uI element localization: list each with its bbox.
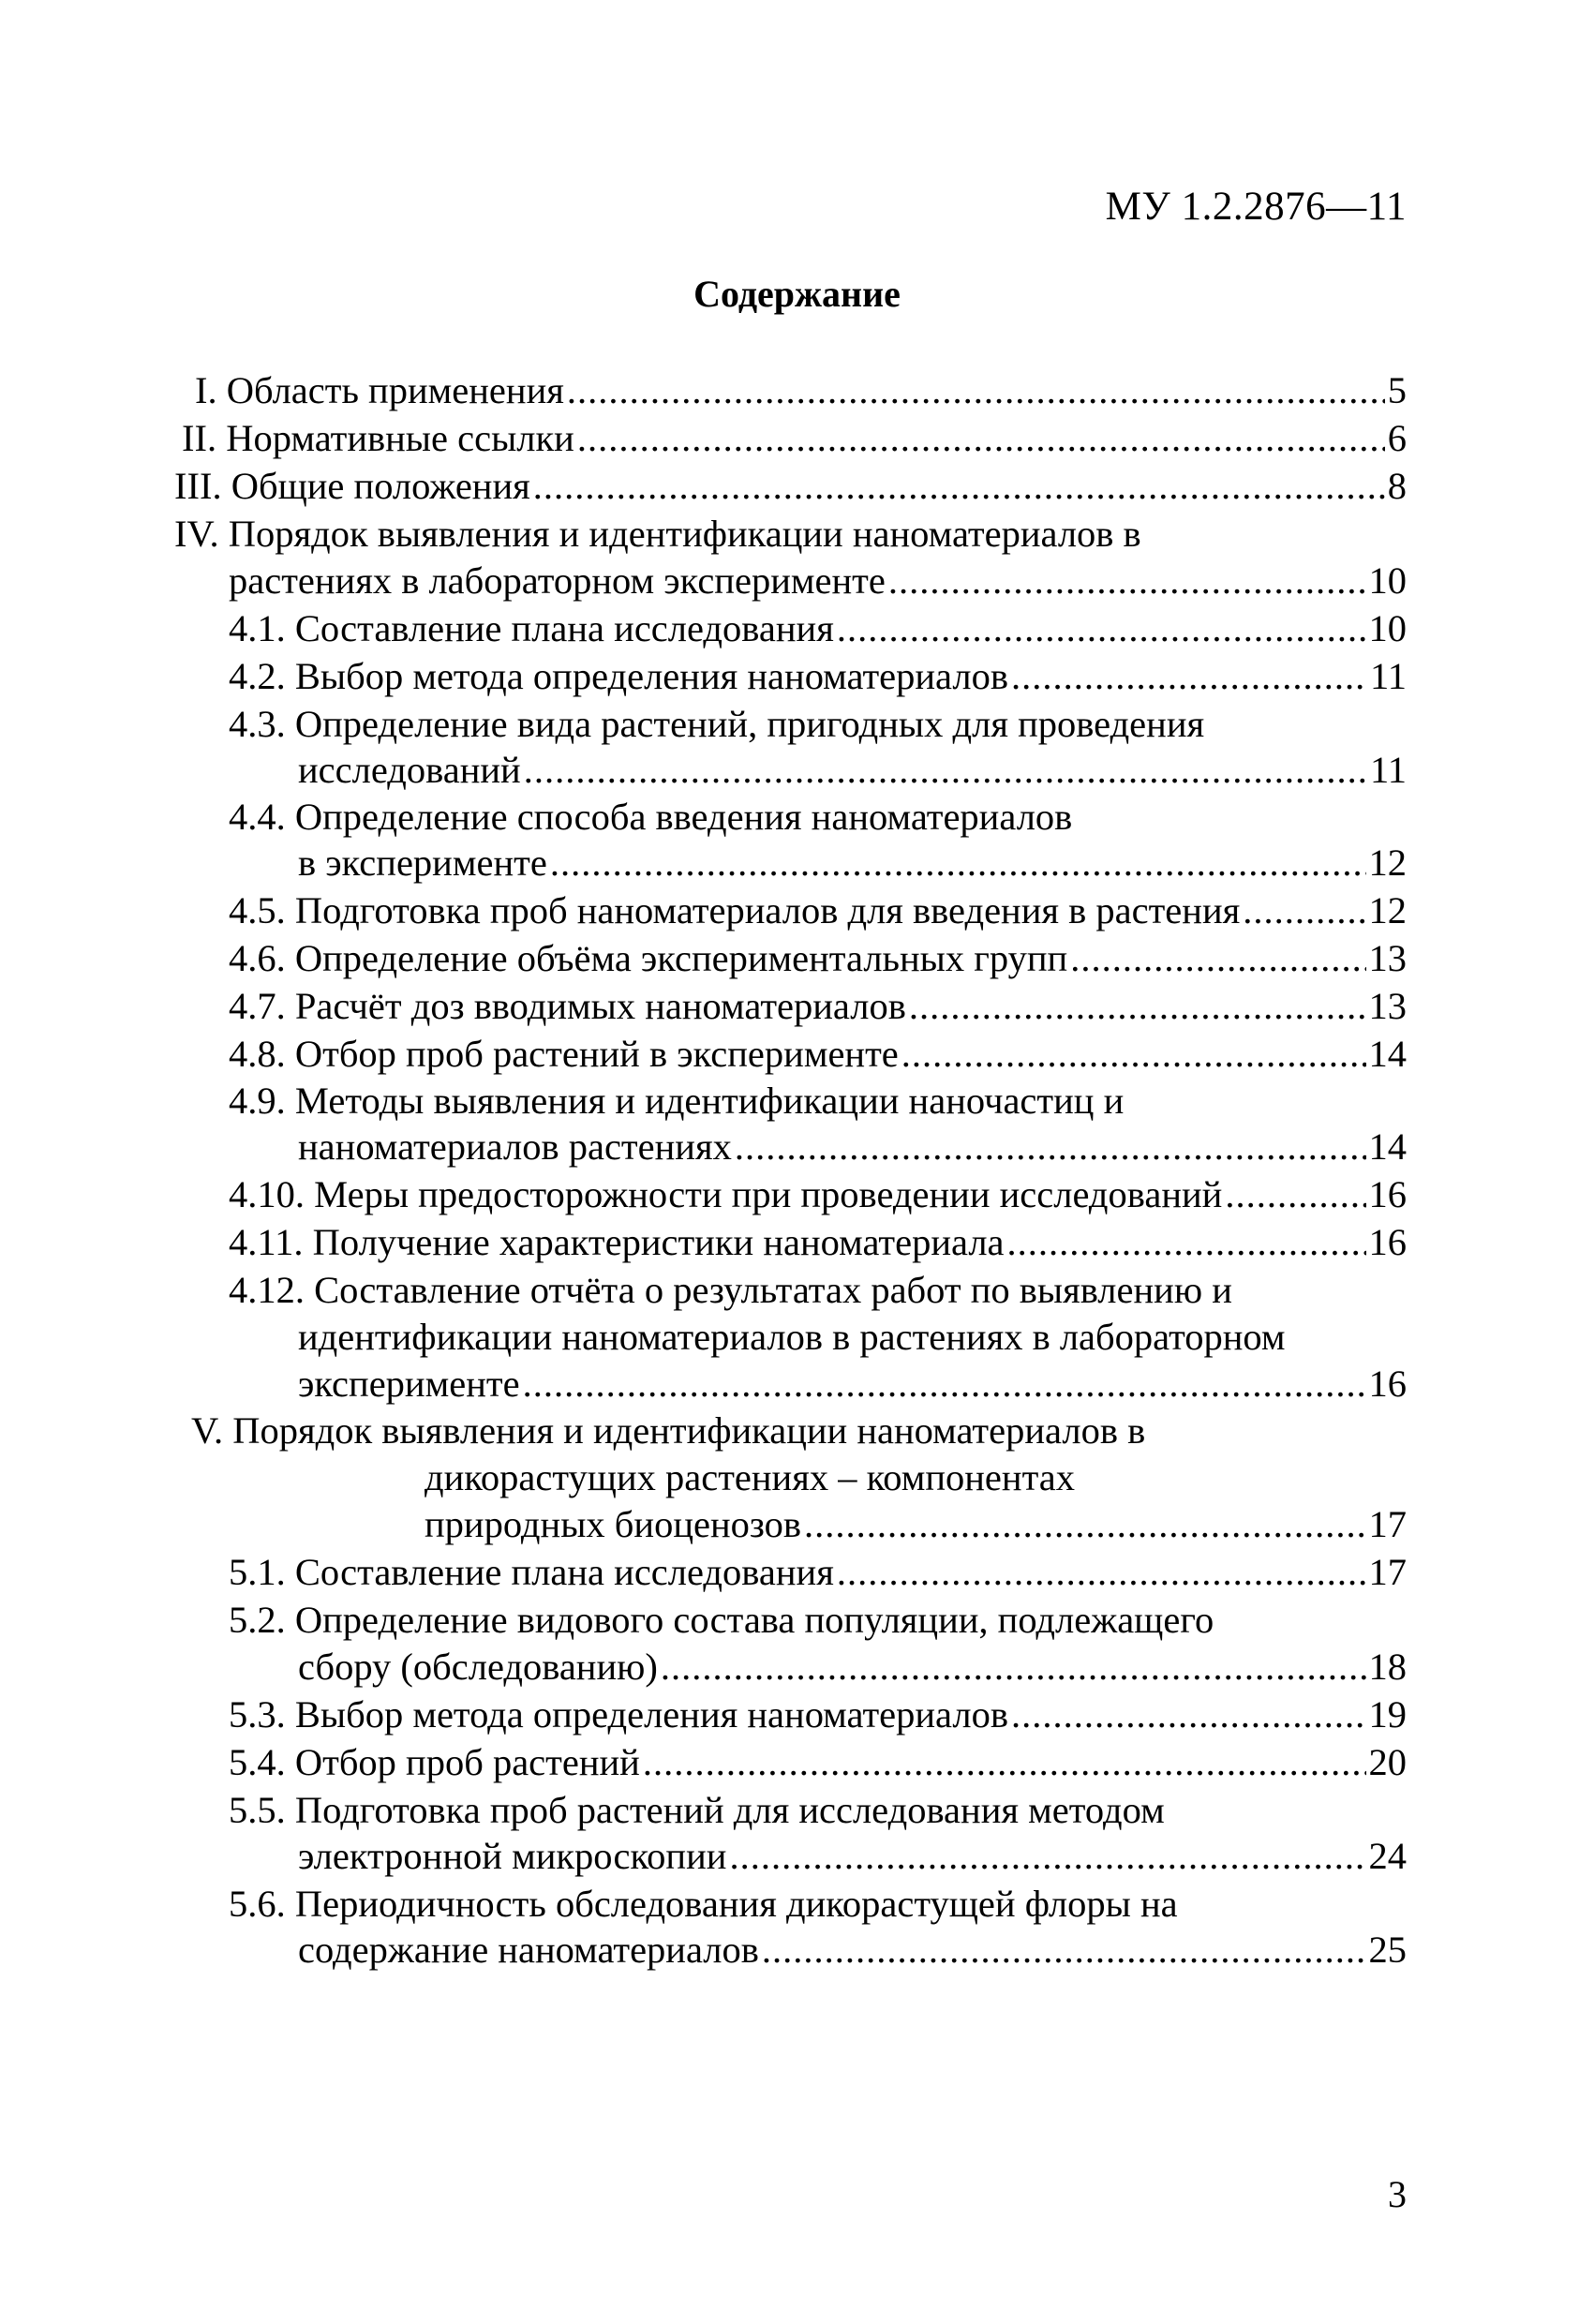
toc-entry-text: IV. Порядок выявления и идентификации наноматериалов в — [174, 513, 1141, 555]
toc-entry-page: 13 — [1368, 985, 1407, 1027]
toc-title: Содержание — [693, 273, 901, 315]
toc-entry-text: идентификации наноматериалов в растениях в лабораторном — [298, 1316, 1286, 1358]
dot-leader — [643, 1739, 1366, 1786]
toc-entry — [195, 367, 1407, 414]
toc-entry-text: 4.9. Методы выявления и идентификации наночастиц и — [229, 1080, 1125, 1122]
dot-leader — [909, 983, 1366, 1030]
toc-entry-page: 13 — [1368, 937, 1407, 979]
toc-entry-text: содержание наноматериалов — [298, 1929, 759, 1971]
toc-entry — [298, 1361, 1407, 1408]
toc-entry — [229, 983, 1407, 1030]
dot-leader — [735, 1124, 1366, 1170]
dot-leader — [1070, 935, 1365, 982]
dot-leader — [567, 367, 1385, 414]
toc-entry — [229, 1219, 1407, 1266]
dot-leader — [804, 1501, 1365, 1548]
toc-entry-page: 17 — [1368, 1503, 1407, 1545]
page-number: 3 — [1388, 2173, 1407, 2215]
toc-entry-page: 10 — [1368, 559, 1407, 602]
toc-entry — [229, 558, 1407, 604]
toc-entry-page: 24 — [1368, 1835, 1407, 1877]
toc-entry — [298, 840, 1407, 886]
toc-entry-text: 5.4. Отбор проб растений — [229, 1741, 640, 1783]
toc-entry-page: 16 — [1368, 1363, 1407, 1405]
toc-entry — [191, 1408, 1145, 1454]
toc-entry-text: природных биоценозов — [425, 1503, 802, 1545]
toc-entry-page: 16 — [1368, 1173, 1407, 1215]
toc-entry — [229, 1787, 1165, 1834]
toc-entry-text: наноматериалов растениях — [298, 1125, 732, 1168]
toc-entry — [229, 1031, 1407, 1078]
toc-entry — [229, 935, 1407, 982]
toc-entry-text: 4.12. Составление отчёта о результатах работ по выявлению и — [229, 1269, 1232, 1311]
dot-leader — [1243, 887, 1365, 934]
toc-entry — [229, 653, 1407, 700]
toc-entry — [229, 1171, 1407, 1218]
dot-leader — [524, 747, 1367, 794]
toc-entry-page: 5 — [1387, 369, 1407, 411]
toc-entry-page: 17 — [1368, 1551, 1407, 1593]
toc-entry-text: 4.5. Подготовка проб наноматериалов для введения в растения — [229, 889, 1241, 931]
toc-entry-page: 12 — [1368, 842, 1407, 884]
toc-entry — [229, 1597, 1214, 1644]
toc-entry-text: 4.6. Определение объёма экспериментальных групп — [229, 937, 1068, 979]
toc-entry — [229, 887, 1407, 934]
toc-entry — [229, 1549, 1407, 1596]
toc-entry — [229, 701, 1204, 748]
toc-entry-text: 4.11. Получение характеристики наноматериала — [229, 1221, 1005, 1263]
toc-entry-text: в эксперименте — [298, 842, 547, 884]
dot-leader — [550, 840, 1366, 886]
dot-leader — [762, 1927, 1366, 1974]
toc-entry-text: растениях в лабораторном эксперименте — [229, 559, 886, 602]
toc-entry — [229, 1739, 1407, 1786]
toc-entry — [298, 1124, 1407, 1170]
toc-entry — [425, 1501, 1407, 1548]
toc-entry-text: дикорастущих растениях – компонентах — [425, 1456, 1075, 1498]
toc-entry — [229, 1078, 1124, 1125]
toc-entry — [229, 794, 1072, 841]
dot-leader — [1011, 653, 1367, 700]
dot-leader — [533, 463, 1385, 510]
toc-entry-page: 6 — [1387, 417, 1407, 459]
toc-entry-text: 4.3. Определение вида растений, пригодных для проведения — [229, 703, 1205, 745]
toc-entry — [174, 463, 1407, 510]
toc-entry-text: электронной микроскопии — [298, 1835, 727, 1877]
toc-entry-text: III. Общие положения — [174, 465, 530, 507]
toc-entry-page: 18 — [1368, 1646, 1407, 1688]
toc-entry-text: V. Порядок выявления и идентификации наноматериалов в — [191, 1409, 1146, 1452]
toc-entry-text: исследований — [298, 749, 521, 791]
toc-entry-text: 4.1. Составление плана исследования — [229, 607, 834, 649]
dot-leader — [523, 1361, 1366, 1408]
toc-entry — [229, 1267, 1232, 1314]
toc-entry-page: 14 — [1368, 1033, 1407, 1075]
dot-leader — [1011, 1691, 1366, 1738]
toc-entry — [182, 415, 1407, 462]
toc-entry-page: 20 — [1368, 1741, 1407, 1783]
dot-leader — [729, 1833, 1365, 1880]
toc-entry — [229, 605, 1407, 652]
toc-entry-text: эксперименте — [298, 1363, 520, 1405]
dot-leader — [901, 1031, 1366, 1078]
toc-entry-text: 4.10. Меры предосторожности при проведении исследований — [229, 1173, 1223, 1215]
toc-entry-page: 11 — [1370, 655, 1407, 697]
toc-entry-page: 16 — [1368, 1221, 1407, 1263]
toc-entry-text: 4.4. Определение способа введения наноматериалов — [229, 796, 1073, 838]
dot-leader — [1007, 1219, 1366, 1266]
toc-entry-page: 11 — [1370, 749, 1407, 791]
toc-entry-text: I. Область применения — [195, 369, 564, 411]
dot-leader — [888, 558, 1366, 604]
dot-leader — [837, 1549, 1366, 1596]
toc-entry-text: 5.6. Периодичность обследования дикорастущей флоры на — [229, 1883, 1178, 1925]
toc-entry-page: 12 — [1368, 889, 1407, 931]
toc-entry — [174, 511, 1141, 558]
toc-entry-text: 4.8. Отбор проб растений в эксперименте — [229, 1033, 899, 1075]
toc-entry — [229, 1691, 1407, 1738]
toc-entry-page: 19 — [1368, 1693, 1407, 1736]
toc-entry-page: 25 — [1368, 1929, 1407, 1971]
toc-entry-text: 4.2. Выбор метода определения наноматериалов — [229, 655, 1008, 697]
toc-entry-text: сбору (обследованию) — [298, 1646, 658, 1688]
toc-entry — [298, 1314, 1286, 1361]
toc-entry-text: 5.5. Подготовка проб растений для исследования методом — [229, 1789, 1165, 1831]
toc-entry — [229, 1881, 1178, 1928]
toc-entry-page: 8 — [1387, 465, 1407, 507]
toc-entry-page: 10 — [1368, 607, 1407, 649]
toc-entry-text: 5.3. Выбор метода определения наноматериалов — [229, 1693, 1008, 1736]
toc-entry-text: II. Нормативные ссылки — [182, 417, 574, 459]
dot-leader — [837, 605, 1366, 652]
dot-leader — [661, 1644, 1366, 1691]
dot-leader — [1225, 1171, 1365, 1218]
toc-entry-text: 5.2. Определение видового состава популяции, подлежащего — [229, 1599, 1214, 1641]
toc-entry — [298, 1833, 1407, 1880]
toc-entry — [425, 1454, 1075, 1501]
toc-entry-text: 4.7. Расчёт доз вводимых наноматериалов — [229, 985, 906, 1027]
toc-entry — [298, 747, 1407, 794]
toc-entry — [298, 1927, 1407, 1974]
document-header-code: МУ 1.2.2876—11 — [1105, 185, 1407, 229]
toc-entry-page: 14 — [1368, 1125, 1407, 1168]
dot-leader — [577, 415, 1385, 462]
toc-entry — [298, 1644, 1407, 1691]
toc-entry-text: 5.1. Составление плана исследования — [229, 1551, 834, 1593]
